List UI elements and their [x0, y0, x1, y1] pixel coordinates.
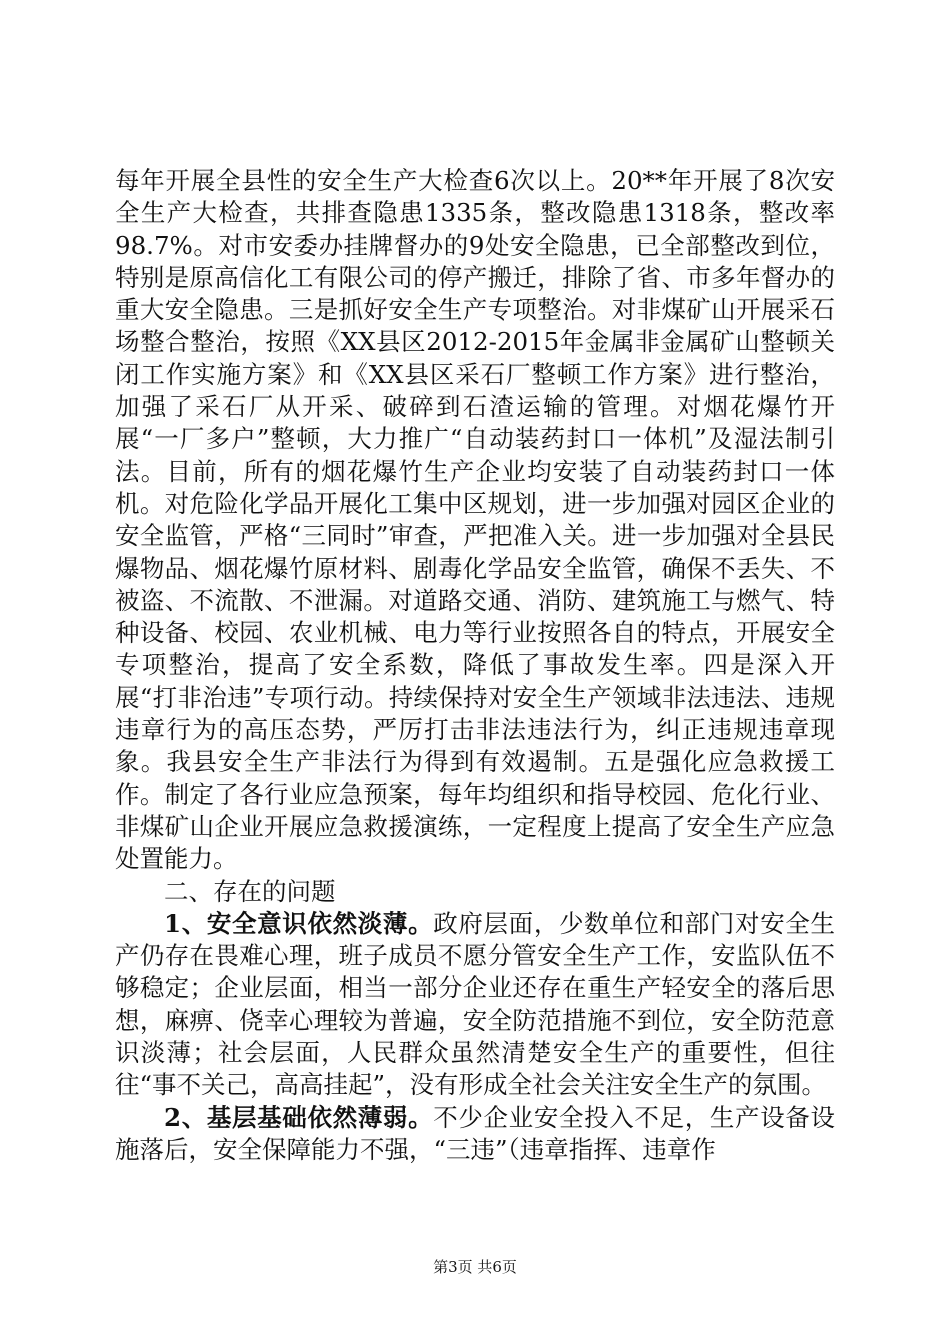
item-text: 政府层面，少数单位和部门对安全生产仍存在畏难心理，班子成员不愿分管安全生产工作，安监队伍不够稳定；企业层面，相当一部分企业还存在重生产轻安全的落后思想，麻痹、侥幸心理较为普遍，安全防范措施不到位，安全防范意识淡薄；社会层面，人民群众虽然清楚安全生产的重要性，但往往“事不关己，高高挂起”，没有形成全社会关注安全生产的氛围。 — [115, 908, 835, 1100]
list-item — [115, 1102, 835, 1167]
item-title: 2、基层基础依然薄弱。 — [164, 1102, 434, 1132]
document-body — [115, 165, 835, 1166]
item-title: 1、安全意识依然淡薄。 — [164, 908, 434, 938]
item-text: 不少企业安全投入不足，生产设备设施落后，安全保障能力不强，“三违”（违章指挥、违章作 — [115, 1102, 835, 1164]
section-heading: 二、存在的问题 — [164, 876, 336, 906]
body-paragraph: 每年开展全县性的安全生产大检查6次以上。20**年开展了8次安全生产大检查，共排查隐患1335条，整改隐患1318条，整改率98.7%。对市安委办挂牌督办的9处安全隐患，已全部整改到位，特别是原高信化工有限公司的停产搬迁，排除了省、市多年督办的重大安全隐患。三是抓好安全生产专项整治。对非煤矿山开展采石场整合整治，按照《XX县区2012-2015年金属非金属矿山整顿关闭工作实施方案》和《XX县区采石厂整顿工作方案》进行整治，加强了采石厂从开采、破碎到石渣运输的管理。对烟花爆竹开展“一厂多户”整顿，大力推广“自动装药封口一体机”及湿法制引法。目前，所有的烟花爆竹生产企业均安装了自动装药封口一体机。对危险化学品开展化工集中区规划，进一步加强对园区企业的安全监管，严格“三同时”审查，严把准入关。进一步加强对全县民爆物品、烟花爆竹原材料、剧毒化学品安全监管，确保不丢失、不被盗、不流散、不泄漏。对道路交通、消防、建筑施工与燃气、特种设备、校园、农业机械、电力等行业按照各自的特点，开展安全专项整治，提高了安全系数，降低了事故发生率。四是深入开展“打非治违”专项行动。持续保持对安全生产领域非法违法、违规违章行为的高压态势，严厉打击非法违法行为，纠正违规违章现象。我县安全生产非法行为得到有效遏制。五是强化应急救援工作。制定了各行业应急预案，每年均组织和指导校园、危化行业、非煤矿山企业开展应急救援演练，一定程度上提高了安全生产应急处置能力。 — [115, 166, 835, 874]
list-item — [115, 908, 835, 1102]
page-footer: 第3页 共6页 — [433, 1258, 517, 1276]
